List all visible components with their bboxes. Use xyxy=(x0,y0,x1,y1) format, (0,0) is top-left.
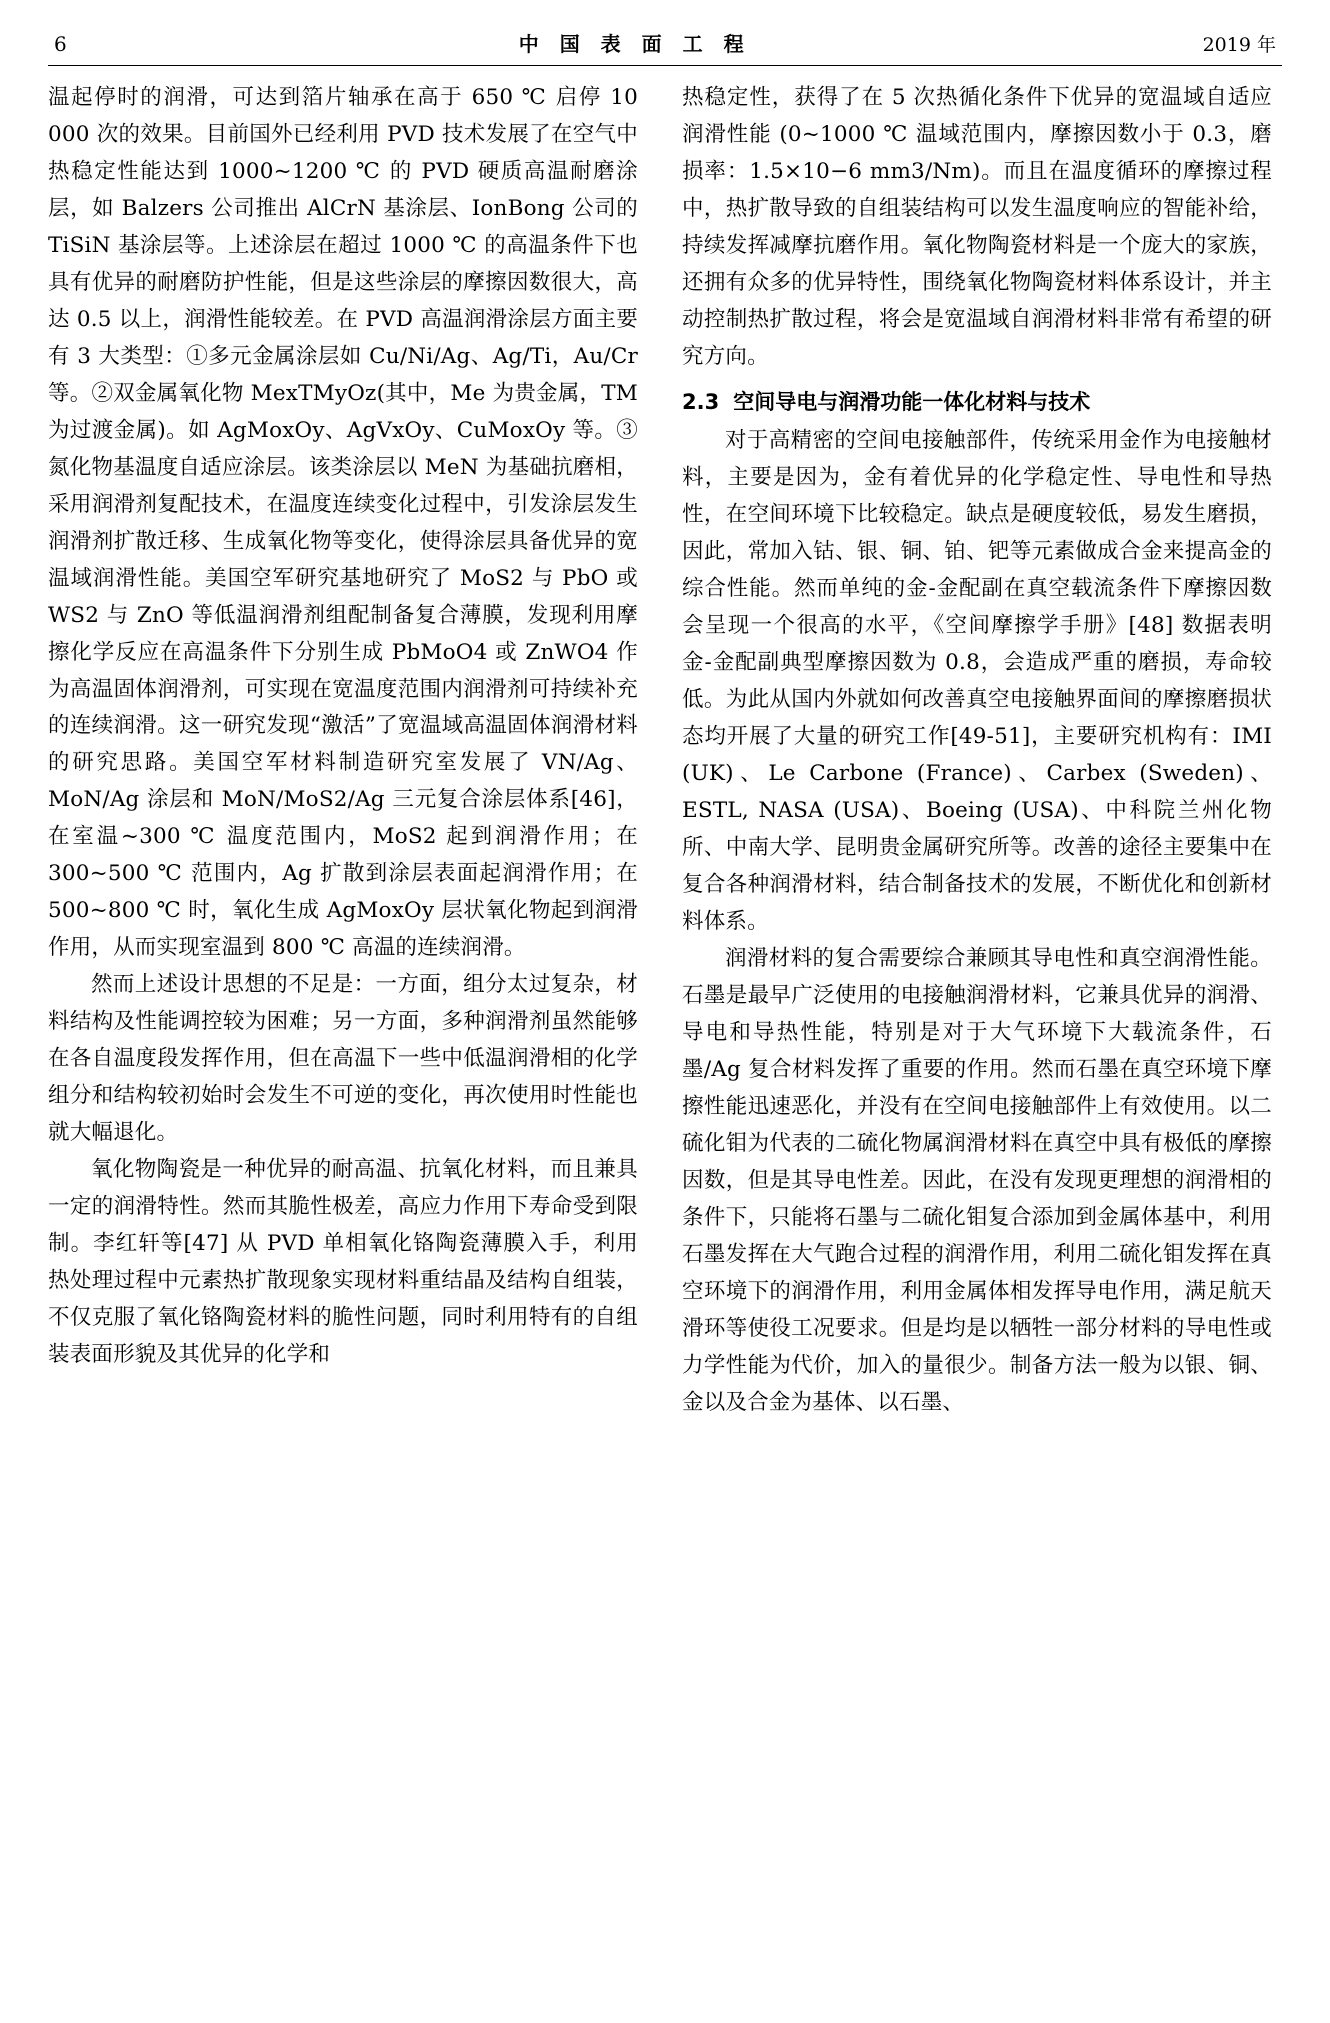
right-column xyxy=(682,80,1272,1980)
page-header xyxy=(48,28,1282,66)
section-heading xyxy=(682,386,1272,420)
paragraph-right-3: 润滑材料的复合需要综合兼顾其导电性和真空润滑性能。石墨是最早广泛使用的电接触润滑材料，它兼具优异的润滑、导电和导热性能，特别是对于大气环境下大载流条件，石墨/Ag 复合材料发挥了重要的作用。然而石墨在真空环境下摩擦性能迅速恶化，并没有在空间电接触部件上有效使用。以二硫化钼为代表的二硫化物属润滑材料在真空中具有极低的摩擦因数，但是其导电性差。因此，在没有发现更理想的润滑相的条件下，只能将石墨与二硫化钼复合添加到金属体基中，利用石墨发挥在大气跑合过程的润滑作用，利用二硫化钼发挥在真空环境下的润滑作用，利用金属体相发挥导电作用，满足航天滑环等使役工况要求。但是均是以牺牲一部分材料的导电性或力学性能为代价，加入的量很少。制备方法一般为以银、铜、金以及合金为基体、以石墨、 xyxy=(682,945,1272,1415)
journal-title: 中 国 表 面 工 程 xyxy=(518,32,751,56)
paragraph-right-1: 热稳定性，获得了在 5 次热循化条件下优异的宽温域自适应润滑性能 (0~1000 ℃ 温域范围内，摩擦因数小于 0.3，磨损率：1.5×10−6 mm3/Nm)。而且在温度循环的摩擦过程中，热扩散导致的自组装结构可以发生温度响应的智能补给，持续发挥减摩抗磨作用。氧化物陶瓷材料是一个庞大的家族，还拥有众多的优异特性，围绕氧化物陶瓷材料体系设计，并主动控制热扩散过程，将会是宽温域自润滑材料非常有希望的研究方向。 xyxy=(682,85,1272,369)
page-number: 6 xyxy=(54,32,67,56)
paragraph-left-3: 氧化物陶瓷是一种优异的耐高温、抗氧化材料，而且兼具一定的润滑特性。然而其脆性极差，高应力作用下寿命受到限制。李红轩等[47] 从 PVD 单相氧化铬陶瓷薄膜入手，利用热处理过程中元素热扩散现象实现材料重结晶及结构自组装，不仅克服了氧化铬陶瓷材料的脆性问题，同时利用特有的自组装表面形貌及其优异的化学和 xyxy=(48,1157,638,1367)
publication-year: 2019 年 xyxy=(1202,34,1276,56)
paragraph-left-1: 温起停时的润滑，可达到箔片轴承在高于 650 ℃ 启停 10 000 次的效果。目前国外已经利用 PVD 技术发展了在空气中热稳定性能达到 1000~1200 ℃ 的 PVD 硬质高温耐磨涂层，如 Balzers 公司推出 AlCrN 基涂层、IonBong 公司的 TiSiN 基涂层等。上述涂层在超过 1000 ℃ 的高温条件下也具有优异的耐磨防护性能，但是这些涂层的摩擦因数很大，高达 0.5 以上，润滑性能较差。在 PVD 高温润滑涂层方面主要有 3 大类型：①多元金属涂层如 Cu/Ni/Ag、Ag/Ti，Au/Cr 等。②双金属氧化物 MexTMyOz(其中，Me 为贵金属，TM 为过渡金属)。如 AgMoxOy、AgVxOy、CuMoxOy 等。③氮化物基温度自适应涂层。该类涂层以 MeN 为基础抗磨相，采用润滑剂复配技术，在温度连续变化过程中，引发涂层发生润滑剂扩散迁移、生成氧化物等变化，使得涂层具备优异的宽温域润滑性能。美国空军研究基地研究了 MoS2 与 PbO 或 WS2 与 ZnO 等低温润滑剂组配制备复合薄膜，发现利用摩擦化学反应在高温条件下分别生成 PbMoO4 或 ZnWO4 作为高温固体润滑剂，可实现在宽温度范围内润滑剂可持续补充的连续润滑。这一研究发现“激活”了宽温域高温固体润滑材料的研究思路。美国空军材料制造研究室发展了 VN/Ag、MoN/Ag 涂层和 MoN/MoS2/Ag 三元复合涂层体系[46]，在室温~300 ℃ 温度范围内，MoS2 起到润滑作用；在 300~500 ℃ 范围内，Ag 扩散到涂层表面起润滑作用；在 500~800 ℃ 时，氧化生成 AgMoxOy 层状氧化物起到润滑作用，从而实现室温到 800 ℃ 高温的连续润滑。 xyxy=(48,85,638,961)
section-title: 空间导电与润滑功能一体化材料与技术 xyxy=(733,389,1091,414)
paragraph-left-2: 然而上述设计思想的不足是：一方面，组分太过复杂，材料结构及性能调控较为困难；另一方面，多种润滑剂虽然能够在各自温度段发挥作用，但在高温下一些中低温润滑相的化学组分和结构较初始时会发生不可逆的变化，再次使用时性能也就大幅退化。 xyxy=(48,972,638,1146)
section-number: 2.3 xyxy=(682,389,720,414)
paragraph-right-2: 对于高精密的空间电接触部件，传统采用金作为电接触材料，主要是因为，金有着优异的化学稳定性、导电性和导热性，在空间环境下比较稳定。缺点是硬度较低，易发生磨损，因此，常加入钴、银、铜、铂、钯等元素做成合金来提高金的综合性能。然而单纯的金-金配副在真空载流条件下摩擦因数会呈现一个很高的水平，《空间摩擦学手册》[48] 数据表明金-金配副典型摩擦因数为 0.8，会造成严重的磨损，寿命较低。为此从国内外就如何改善真空电接触界面间的摩擦磨损状态均开展了大量的研究工作[49-51]，主要研究机构有：IMI (UK)、Le Carbone (France)、Carbex (Sweden)、ESTL, NASA (USA)、Boeing (USA)、中科院兰州化物所、中南大学、昆明贵金属研究所等。改善的途径主要集中在复合各种润滑材料，结合制备技术的发展，不断优化和创新材料体系。 xyxy=(682,428,1272,934)
left-column xyxy=(48,80,638,1980)
two-column-body xyxy=(48,80,1282,1980)
